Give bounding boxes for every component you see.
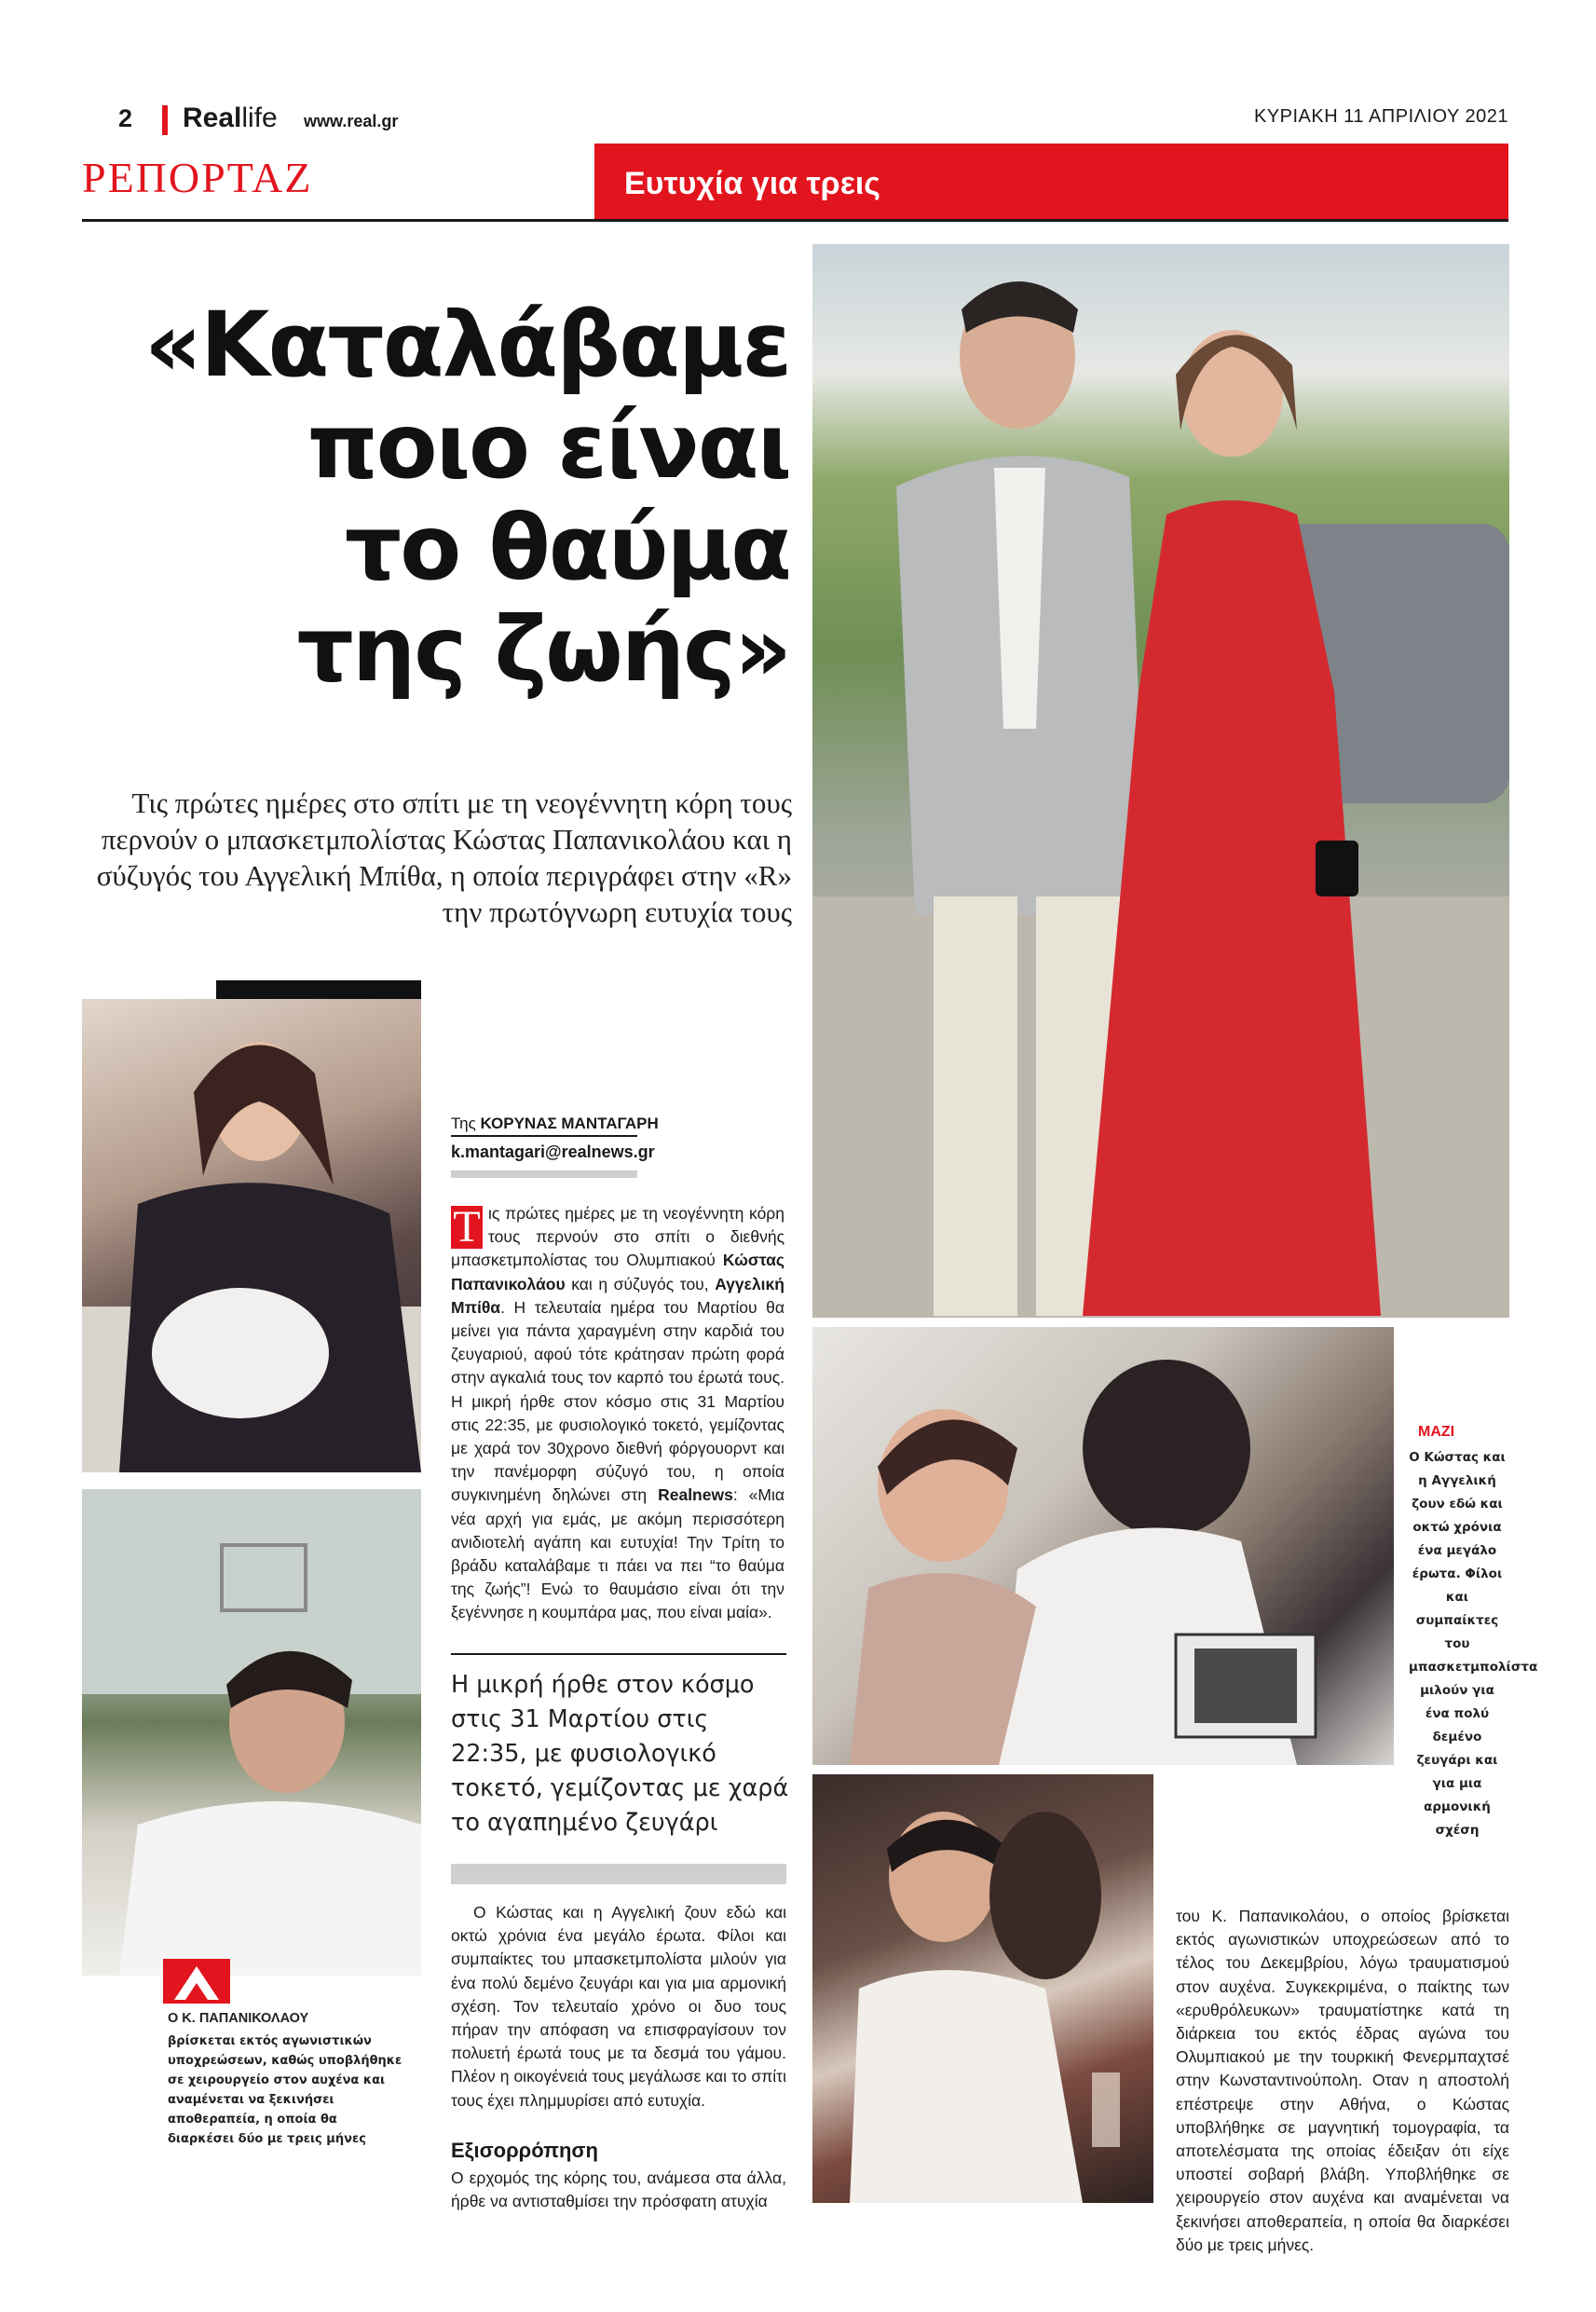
text-run: ις πρώτες ημέρες με τη νεογέννητη κόρη τους περνούν στο σπίτι ο διεθνής μπασκετμπολίστας του Ολυμπιακού: [451, 1204, 784, 1270]
pullquote-shade: [451, 1864, 786, 1884]
article-paragraph: Ο ερχομός της κόρης του, ανάμεσα στα άλλα, ήρθε να αντισταθμίσει την πρόσφατη ατυχία: [451, 2168, 786, 2211]
text-run: : «Μια νέα αρχή για εμάς, με ακόμη περισσότερη ανιδιοτελή αγάπη και ευτυχία! Την Τρίτη το βράδυ καταλάβαμε τι πάει να πει “το θαύμα της ζωής”! Ενώ το θαυμάσιο είναι ότι την ξεγέννησε η κουμπάρα μας, που είναι μαία».: [451, 1485, 784, 1622]
couple-evening-photo: [812, 1774, 1153, 2203]
caption-title: ΜΑΖΙ: [1418, 1424, 1455, 1440]
headline: [82, 294, 790, 701]
man-portrait-photo: [82, 1489, 421, 1976]
pullquote-rule: [451, 1653, 786, 1655]
topic-banner: [594, 144, 1508, 220]
article-paragraph: [451, 1202, 784, 1625]
text-run-bold: Realnews: [658, 1485, 733, 1505]
couple-hug-photo: [812, 1327, 1394, 1765]
headline-line: «Καταλάβαμε: [143, 293, 790, 397]
headline-line: ποιο είναι: [307, 394, 790, 499]
page-number: 2: [118, 104, 133, 132]
header-rule: [82, 219, 1508, 222]
article-paragraph: Ο Κώστας και η Αγγελική ζουν εδώ και οκτώ χρόνια ένα μεγάλο έρωτα. Φίλοι και συμπαίκτες του μπασκετμπολίστα μιλούν για ένα πολύ δεμένο ζευγάρι και για μια αρμονική σχέση. Τον τελευταίο χρόνο οι δυο τους πήραν την απόφαση να επισφραγίσουν τον πολυετή έρωτά τους με τα δεσμά του γάμου. Πλέον η οικογένειά τους μεγάλωσε και το σπίτι τους έχει πλημμυρίσει από ευτυχία.: [451, 1903, 786, 2110]
issue-date: ΚΥΡΙΑΚΗ 11 ΑΠΡΙΛΙΟΥ 2021: [1253, 106, 1508, 127]
byline-prefix: Της: [451, 1115, 481, 1132]
topic-label: Ευτυχία για τρεις: [624, 166, 880, 201]
byline-shade: [451, 1170, 637, 1178]
byline: [451, 1115, 659, 1133]
woman-portrait-photo: [82, 999, 421, 1472]
subheading: Εξισορρόπηση: [451, 2139, 598, 2162]
brand-logo: [183, 103, 278, 134]
header-divider: [162, 105, 168, 135]
couple-main-photo: [812, 244, 1509, 1318]
byline-rule: [451, 1135, 637, 1137]
text-run: . Η τελευταία ημέρα του Μαρτίου θα μείνει για πάντα χαραγμένη στην καρδιά του ζευγαριού, αφού τότε κράτησαν πρώτη φορά στην αγκαλιά τους τον καρπό του έρωτά τους. Η μικρή ήρθε στον κόσμο στις 31 Μαρτίου στις 22:35, με φυσιολογικό τοκετό, γεμίζοντας με χαρά τον 30χρονο διεθνή φόργουορντ και την πανέμορφη σύζυγό του, η οποία συγκινημένη δηλώνει στη: [451, 1297, 784, 1505]
headline-line: της ζωής»: [296, 597, 790, 702]
brand-bold: Real: [183, 103, 242, 133]
caption-title: Ο Κ. ΠΑΠΑΝΙΚΟΛΑΟΥ: [168, 2011, 309, 2026]
section-label: ΡΕΠΟΡΤΑΖ: [82, 154, 313, 201]
text-run: και η σύζυγός του,: [565, 1274, 716, 1293]
byline-author: ΚΟΡΥΝΑΣ ΜΑΝΤΑΓΑΡΗ: [480, 1115, 659, 1132]
r-logo-icon: [163, 1959, 230, 2004]
headline-line: το θαύμα: [345, 496, 790, 600]
text-run-bold: Αγγελική Μπίθα: [451, 1274, 784, 1317]
site-url: www.real.gr: [304, 112, 399, 130]
drop-cap: Τ: [451, 1206, 483, 1249]
standfirst: Τις πρώτες ημέρες στο σπίτι με τη νεογέννητη κόρη τους περνούν ο μπασκετμπολίστας Κώστας Παπανικολάου και η σύζυγός του Αγγελική Μπίθα, η οποία περιγράφει στην «R» την πρωτόγνωρη ευτυχία τους: [96, 787, 792, 928]
photo-frame-accent: [216, 980, 421, 999]
brand-light: life: [241, 103, 278, 133]
text-run-bold: Κώστας Παπανικολάου: [451, 1251, 784, 1293]
pullquote: Η μικρή ήρθε στον κόσμο στις 31 Μαρτίου στις 22:35, με φυσιολογικό τοκετό, γεμίζοντας με χαρά το αγαπημένο ζευγάρι: [451, 1671, 789, 1837]
author-email-link[interactable]: k.mantagari@realnews.gr: [451, 1142, 655, 1161]
photo-caption: βρίσκεται εκτός αγωνιστικών υποχρεώσεων, καθώς υποβλήθηκε σε χειρουργείο στον αυχένα και αναμένεται να ξεκινήσει αποθεραπεία, η οποία θα διαρκέσει δύο με τρεις μήνες: [168, 2034, 402, 2146]
photo-caption: Ο Κώστας και η Αγγελική ζουν εδώ και οκτώ χρόνια ένα μεγάλο έρωτα. Φίλοι και συμπαίκτες του μπασκετμπολίστα μιλούν για ένα πολύ δεμένο ζευγάρι και για μια αρμονική σχέση: [1409, 1450, 1538, 1838]
article-paragraph: του Κ. Παπανικολάου, ο οποίος βρίσκεται εκτός αγωνιστικών υποχρεώσεων από το τέλος του Δεκεμβρίου, λόγω τραυματισμού στον αυχένα. Συγκεκριμένα, ο παίκτης των «ερυθρόλευκων» τραυματίστηκε κατά τη διάρκεια του εκτός έδρας αγώνα του Ολυμπιακού με την τουρκική Φενερμπαχτσέ στην Κωνσταντινούπολη. Οταν η αποστολή επέστρεψε στην Αθήνα, ο Κώστας υποβλήθηκε σε μαγνητική τομογραφία, τα αποτελέσματα της οποίας έδειξαν ότι είχε υποστεί σοβαρή βλάβη. Υποβλήθηκε σε χειρουργείο στον αυχένα και αναμένεται να ξεκινήσει αποθεραπεία, η οποία θα διαρκέσει δύο με τρεις μήνες.: [1176, 1907, 1509, 2254]
